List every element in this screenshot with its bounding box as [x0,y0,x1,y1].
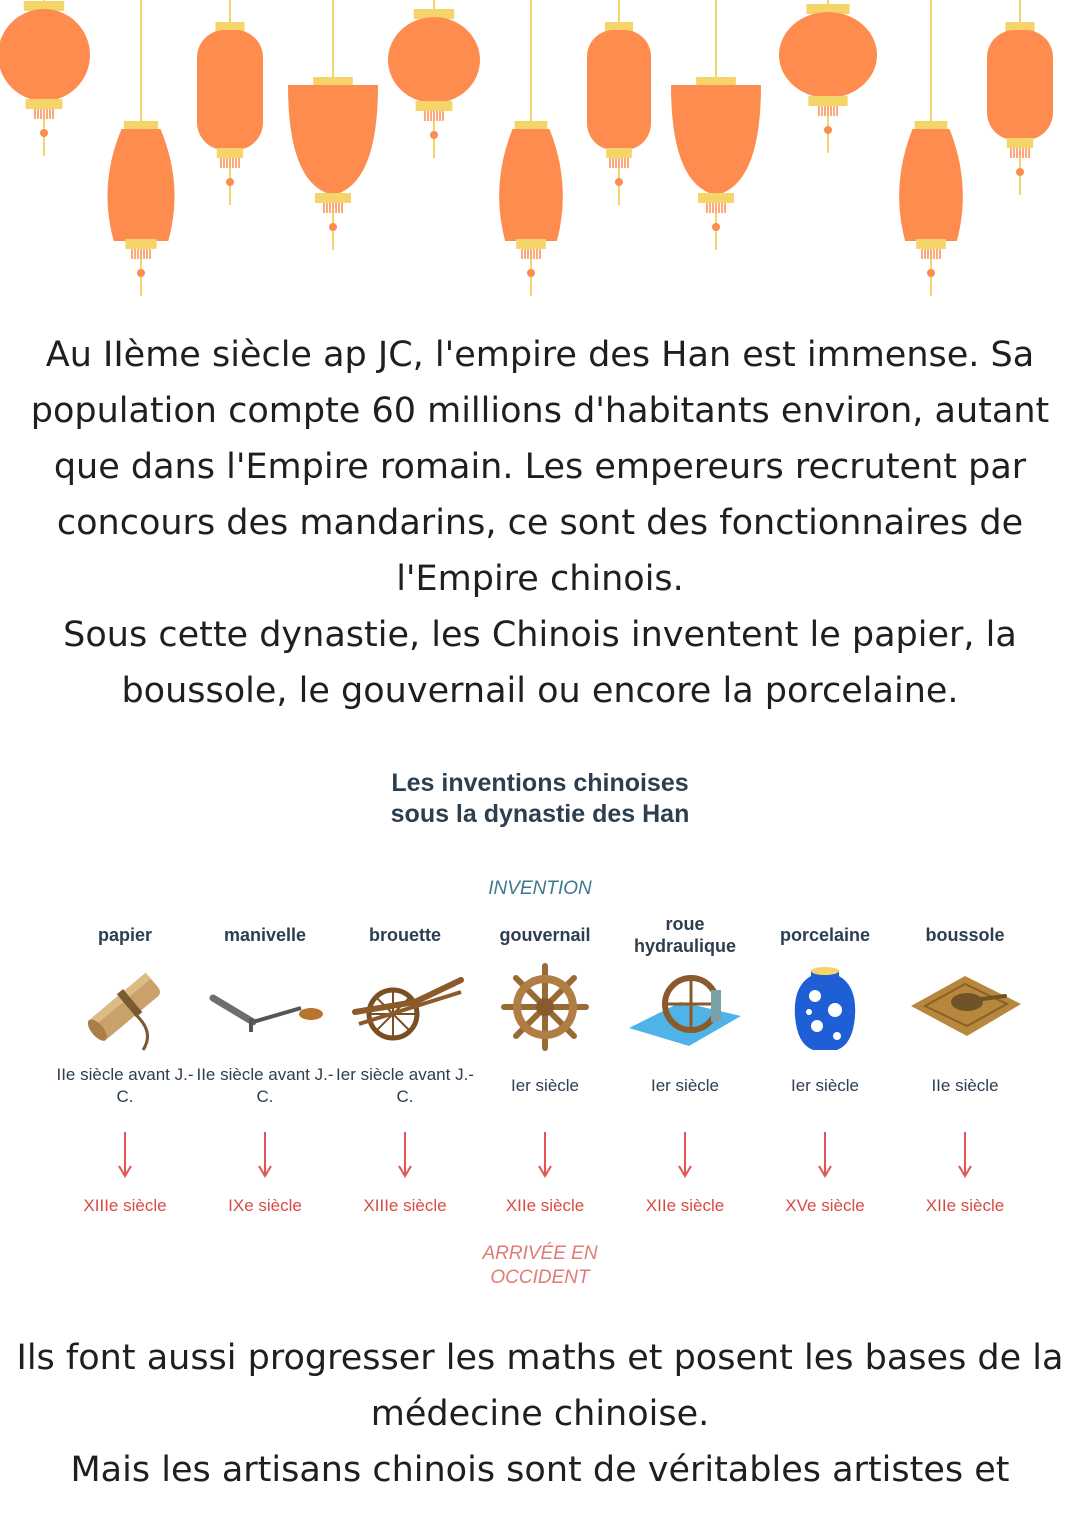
outro-line: médecine chinoise. [370,1394,710,1434]
lantern-icon [388,0,480,158]
invention-date: Ier siècle avant J.-C. [336,1065,474,1106]
invention-date: Ier siècle [790,1076,860,1095]
infographic-title-line1: Les inventions chinoises [391,769,689,797]
intro-line: concours des mandarins, ce sont des fonctionnaires de [56,503,1024,543]
arrival-date: XVe siècle [785,1196,865,1215]
invention-item [755,910,895,1220]
arrow-down-icon [257,1130,273,1180]
arrow-down-icon [537,1130,553,1180]
crank-icon [205,962,325,1052]
water-wheel-icon [625,962,745,1052]
arrival-date: XIIe siècle [505,1196,585,1215]
arrow-down-icon [117,1130,133,1180]
lantern-icon [107,0,174,296]
invention-date: IIe siècle avant J.-C. [196,1065,334,1106]
intro-paragraph [10,327,1070,719]
invention-item [895,910,1035,1220]
invention-item [615,910,755,1220]
invention-item [195,910,335,1220]
arrival-label-line2: OCCIDENT [490,1267,590,1288]
invention-name: gouvernail [499,925,591,945]
outro-paragraph [10,1330,1070,1498]
inventions-infographic [0,760,1080,1300]
invention-date: IIe siècle avant J.-C. [56,1065,194,1106]
lantern-icon [197,0,263,205]
arrival-date: IXe siècle [228,1196,302,1215]
intro-line: boussole, le gouvernail ou encore la porcelaine. [121,671,959,711]
arrow-down-icon [957,1130,973,1180]
invention-name: papier [97,925,153,945]
lantern-icon [288,0,378,250]
arrival-date: XIIIe siècle [83,1196,167,1215]
intro-line: population compte 60 millions d'habitants environ, autant [30,391,1050,431]
invention-item [475,910,615,1220]
lantern-icon [987,0,1053,195]
invention-name: manivelle [223,925,307,945]
invention-date: IIe siècle [931,1076,999,1095]
intro-line: Sous cette dynastie, les Chinois inventent le papier, la [63,615,1017,655]
compass-spoon-icon [905,962,1025,1052]
arrow-down-icon [397,1130,413,1180]
invention-item [335,910,475,1220]
invention-name: roue hydraulique [633,914,736,956]
lantern-icon [779,0,877,153]
lantern-icon [899,0,963,296]
arrival-date: XIIe siècle [925,1196,1005,1215]
lantern-garland [0,0,1080,320]
porcelain-vase-icon [765,962,885,1052]
arrival-date: XIIIe siècle [363,1196,447,1215]
wheelbarrow-icon [345,962,465,1052]
lantern-icon [499,0,563,296]
lantern-icon [671,0,761,250]
arrival-date: XIIe siècle [645,1196,725,1215]
intro-line: Au IIème siècle ap JC, l'empire des Han est immense. Sa [45,335,1035,375]
invention-name: boussole [925,925,1005,945]
invention-item [55,910,195,1220]
invention-name: brouette [369,925,441,945]
lantern-icon [0,0,90,156]
lantern-icon [587,0,651,205]
outro-line: Ils font aussi progresser les maths et posent les bases de la [16,1338,1064,1378]
invention-date: Ier siècle [650,1076,720,1095]
paper-scroll-icon [65,962,185,1052]
intro-line: que dans l'Empire romain. Les empereurs recrutent par [53,447,1027,487]
arrow-down-icon [677,1130,693,1180]
invention-name: porcelaine [779,925,871,945]
arrow-down-icon [817,1130,833,1180]
invention-date: Ier siècle [510,1076,580,1095]
outro-line: Mais les artisans chinois sont de véritables artistes et [70,1450,1010,1490]
arrival-label [0,1242,1080,1290]
arrival-label-line1: ARRIVÉE EN [482,1243,598,1264]
ship-wheel-icon [485,962,605,1052]
invention-label: INVENTION [488,878,592,899]
infographic-title-line2: sous la dynastie des Han [390,800,690,828]
intro-line: l'Empire chinois. [396,559,684,599]
